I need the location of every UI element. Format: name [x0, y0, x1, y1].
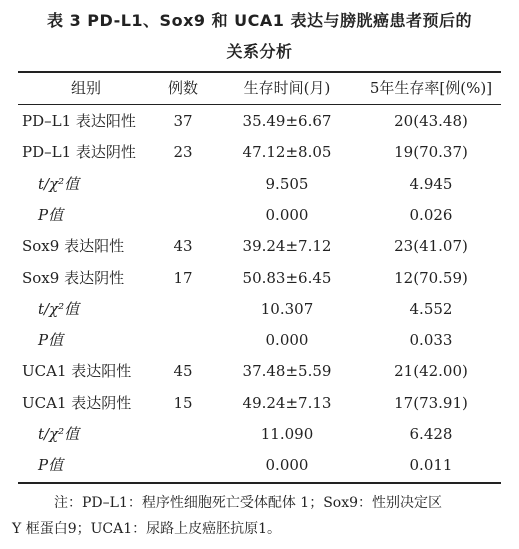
table-note: 注：PD–L1：程序性细胞死亡受体配体 1；Sox9：性别决定区	[54, 495, 443, 511]
cell-group: t/χ²值	[38, 299, 80, 318]
cell-survival-rate: 0.033	[409, 331, 453, 350]
header-rule	[18, 104, 501, 105]
cell-count: 43	[173, 237, 193, 256]
cell-count	[160, 169, 206, 200]
cell-survival-time: 50.83±6.45	[242, 268, 332, 287]
cell-count	[160, 325, 206, 356]
cell-group: Sox9 表达阴性	[22, 268, 125, 287]
cell-survival-time: 35.49±6.67	[242, 112, 332, 130]
cell-count: 15	[173, 393, 193, 412]
cell-count	[160, 294, 206, 325]
cell-count	[160, 419, 206, 450]
cell-group: P值	[38, 205, 64, 224]
table-row	[18, 356, 501, 387]
table-row	[18, 325, 501, 356]
table-row	[18, 231, 501, 262]
cell-survival-rate: 4.945	[409, 174, 453, 193]
cell-group: P值	[38, 456, 64, 475]
bottom-rule	[18, 482, 501, 484]
cell-survival-rate: 12(70.59)	[394, 268, 468, 287]
cell-survival-time: 39.24±7.12	[242, 237, 332, 256]
cell-survival-rate: 0.011	[409, 456, 453, 475]
cell-count: 37	[173, 112, 193, 130]
table-row	[18, 263, 501, 294]
cell-survival-time: 11.090	[260, 425, 314, 443]
cell-survival-time: 10.307	[260, 299, 314, 318]
cell-group: PD–L1 表达阳性	[22, 112, 136, 130]
table-row	[18, 294, 501, 325]
cell-count	[160, 200, 206, 231]
cell-count: 45	[173, 362, 193, 381]
table-title-continued: 关系分析	[226, 42, 293, 61]
cell-count: 23	[173, 143, 193, 162]
table-title: 表 3 PD-L1、Sox9 和 UCA1 表达与膀胱癌患者预后的	[47, 11, 472, 30]
table-row	[18, 450, 501, 481]
cell-survival-time: 49.24±7.13	[242, 393, 332, 412]
cell-survival-rate: 19(70.37)	[394, 143, 468, 162]
cell-survival-time: 37.48±5.59	[242, 362, 332, 381]
cell-survival-time: 9.505	[265, 174, 309, 193]
cell-survival-rate: 20(43.48)	[394, 112, 468, 130]
cell-survival-time: 47.12±8.05	[242, 143, 332, 162]
table-row	[18, 200, 501, 231]
cell-group: UCA1 表达阳性	[22, 362, 132, 381]
table-row	[18, 419, 501, 450]
cell-count: 17	[173, 268, 193, 287]
cell-count	[160, 450, 206, 481]
cell-survival-rate: 17(73.91)	[394, 393, 468, 412]
header-survival-rate: 5年生存率[例(%)]	[369, 79, 493, 97]
cell-survival-rate: 0.026	[409, 205, 453, 224]
header-group: 组别	[70, 79, 101, 97]
table-row	[18, 169, 501, 200]
cell-survival-rate: 4.552	[409, 299, 453, 318]
table-row	[18, 388, 501, 419]
table-note-continued: Y 框蛋白9；UCA1：尿路上皮癌胚抗原1。	[12, 521, 282, 537]
cell-group: PD–L1 表达阴性	[22, 143, 136, 162]
header-count: 例数	[167, 79, 198, 97]
table-row	[18, 137, 501, 168]
header-survival-time: 生存时间(月)	[243, 79, 331, 97]
cell-group: UCA1 表达阴性	[22, 393, 132, 412]
table-row	[18, 106, 501, 137]
cell-survival-rate: 21(42.00)	[394, 362, 468, 381]
cell-survival-rate: 23(41.07)	[394, 237, 468, 256]
cell-group: t/χ²值	[38, 174, 80, 193]
table-header	[18, 73, 501, 104]
cell-group: t/χ²值	[38, 425, 80, 443]
cell-survival-time: 0.000	[265, 331, 309, 350]
cell-survival-time: 0.000	[265, 456, 309, 475]
cell-group: P值	[38, 331, 64, 350]
cell-survival-time: 0.000	[265, 205, 309, 224]
cell-group: Sox9 表达阳性	[22, 237, 125, 256]
cell-survival-rate: 6.428	[409, 425, 453, 443]
